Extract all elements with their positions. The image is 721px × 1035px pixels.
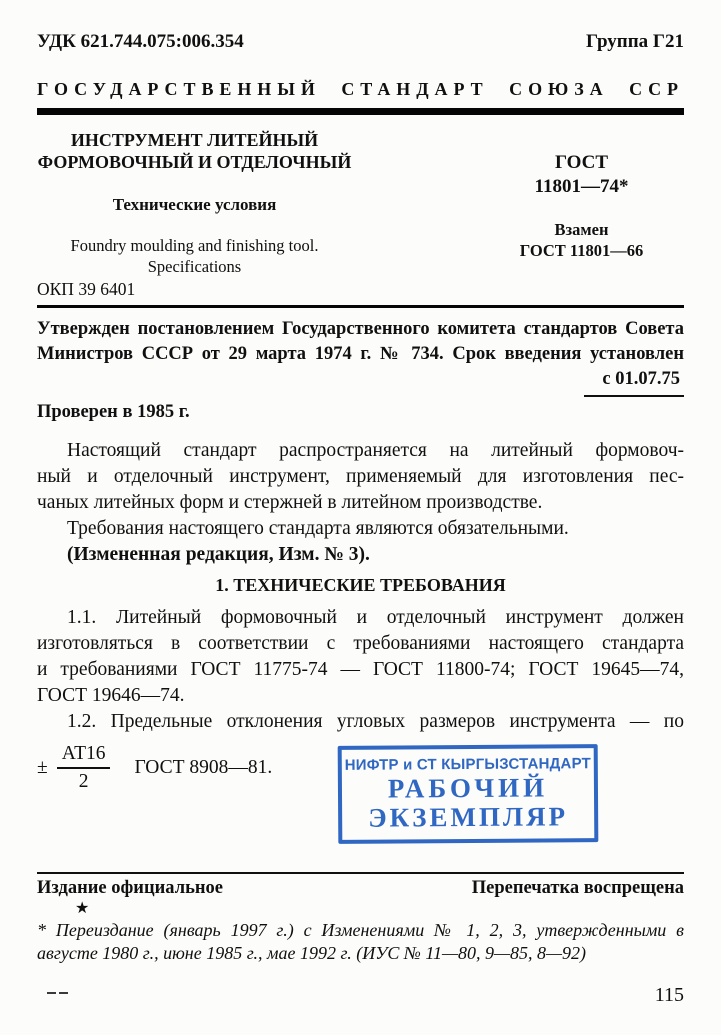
footnote-star-icon: ★ (75, 900, 90, 917)
reissue-footnote-line2: августе 1980 г., июне 1985 г., мае 1992 г. (ИУС № 11—80, 9—85, 8—92) (37, 943, 586, 963)
section-heading: 1. ТЕХНИЧЕСКИЕ ТРЕБОВАНИЯ (215, 575, 506, 595)
classification-row (37, 0, 684, 53)
thin-rule (37, 305, 684, 308)
clause-1-1-line3: и требованиями ГОСТ 11775-74 — ГОСТ 11800-74; ГОСТ 19645—74, (37, 659, 684, 680)
replaces-label: Взамен (554, 220, 609, 239)
standard-name-ru-line2: ФОРМОВОЧНЫЙ И ОТДЕЛОЧНЫЙ (37, 152, 352, 172)
title-left-column (37, 124, 352, 277)
clause-1-1-line4: ГОСТ 19646—74. (37, 685, 185, 706)
page-footer (37, 872, 684, 965)
printers-mark (47, 992, 68, 994)
formula-gost-reference: ГОСТ 8908—81. (134, 757, 273, 778)
clause-1-1 (37, 605, 684, 735)
fraction-denominator: 2 (78, 771, 89, 792)
gost-number-line1: ГОСТ (554, 152, 609, 173)
official-edition-label: Издание официальное (37, 878, 223, 898)
stamp-word-1: РАБОЧИЙ (387, 772, 549, 804)
group-code: Группа Г21 (586, 31, 684, 52)
footer-labels-row (37, 877, 684, 900)
page-content (37, 0, 684, 792)
standard-name-en-line1: Foundry moulding and finishing tool. (70, 236, 319, 255)
intro-paragraph (37, 438, 684, 568)
reissue-footnote-line1: * Переиздание (январь 1997 г.) с Изменениями № 1, 2, 3, утвержденными в (37, 920, 684, 940)
footer-rule (37, 872, 684, 874)
approval-line1: Утвержден постановлением Государственного комитета стандартов Совета (37, 319, 684, 339)
gost-number (479, 151, 684, 199)
clause-1-2: 1.2. Предельные отклонения угловых размеров инструмента — по (67, 711, 684, 732)
requirement-note: Требования настоящего стандарта являются обязательными. (67, 518, 569, 539)
intro-line3: чаных литейных форм и стержней в литейном производстве. (37, 492, 543, 513)
stamp-org-line: НИФТР и СТ КЫРГЫЗСТАНДАРТ (344, 755, 591, 774)
clause-1-1-line2: изготовляться в соответствии с требованиями настоящего стандарта (37, 633, 684, 654)
effective-date-row (37, 367, 684, 397)
thick-rule (37, 108, 684, 115)
intro-line2: ный и отделочный инструмент, применяемый для изготовления пес- (37, 466, 684, 487)
standard-name-ru-line1: ИНСТРУМЕНТ ЛИТЕЙНЫЙ (70, 130, 319, 150)
okp-code: ОКП 39 6401 (37, 279, 136, 299)
standard-name-en (37, 235, 352, 277)
standard-name-en-line2: Specifications (147, 257, 242, 276)
intro-line1: Настоящий стандарт распространяется на литейный формовоч- (67, 440, 684, 461)
title-right-column (479, 124, 684, 277)
checked-note: Проверен в 1985 г. (37, 402, 190, 422)
tolerance-fraction (57, 744, 111, 792)
replaces-value: ГОСТ 11801—66 (519, 241, 644, 260)
standard-name-ru (37, 129, 352, 173)
standard-banner: ГОСУДАРСТВЕННЫЙ СТАНДАРТ СОЮЗА ССР (37, 79, 684, 99)
effective-date: с 01.07.75 (584, 367, 684, 397)
replaces-note (479, 219, 684, 261)
title-block (37, 124, 684, 277)
standard-subtitle: Технические условия (112, 195, 277, 214)
clause-1-1-line1: 1.1. Литейный формовочный и отделочный инструмент должен (67, 607, 684, 628)
page-number: 115 (654, 984, 684, 1006)
working-copy-stamp (338, 744, 599, 844)
plus-minus-sign: ± (37, 757, 48, 778)
approval-line2: Министров СССР от 29 марта 1974 г. № 734. Срок введения установлен (37, 344, 684, 364)
bottom-bar (37, 983, 684, 1007)
fraction-numerator: АТ16 (57, 744, 111, 769)
gost-number-line2: 11801—74* (534, 176, 629, 197)
stamp-word-2: ЭКЗЕМПЛЯР (368, 801, 569, 833)
approval-paragraph (37, 317, 684, 367)
amendment-note: (Измененная редакция, Изм. № 3). (67, 544, 370, 565)
udk-number: УДК 621.744.075:006.354 (37, 31, 244, 52)
reprint-prohibited-label: Перепечатка воспрещена (471, 878, 684, 898)
reissue-footnote (37, 919, 684, 965)
